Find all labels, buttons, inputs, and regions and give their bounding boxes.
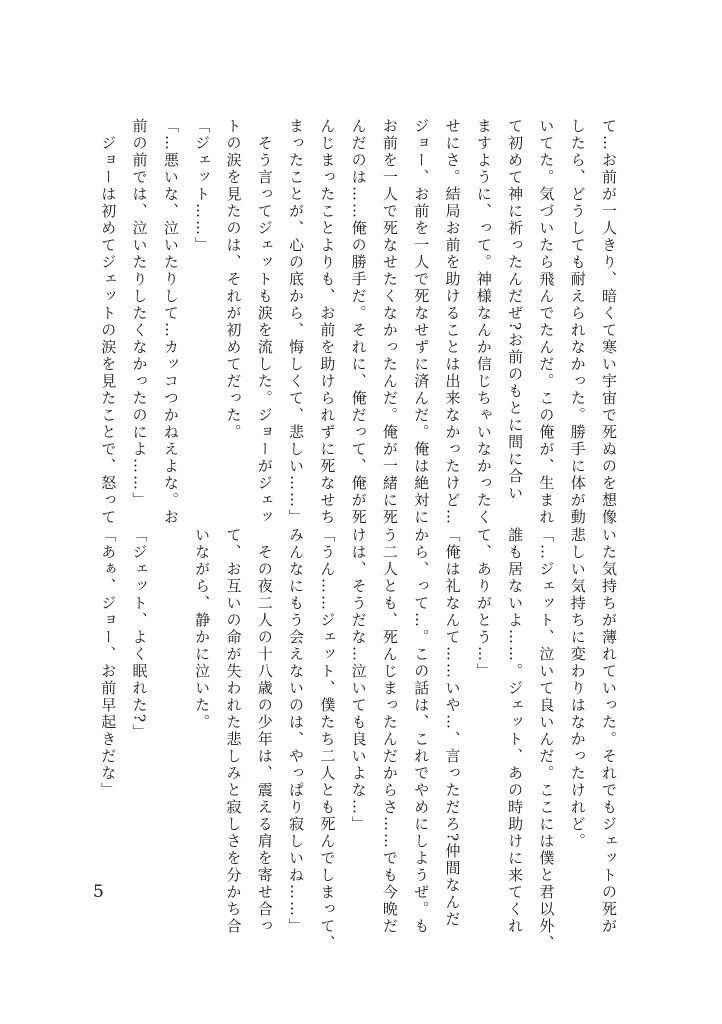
text-line: お前を一人で死なせたくなかったんだ。俺が一緒に死 (380, 118, 399, 526)
text-line: したら、どうしても耐えられなかった。勝手に体が動 (568, 118, 587, 526)
text-line: ジョー、お前を一人で死なせずに済んだ。俺は絶対に (412, 118, 431, 526)
text-line: その夜二人の十八歳の少年は、震える肩を寄せ合っ (255, 527, 274, 935)
text-line: んじまったことよりも、お前を助けられずに死なせち (318, 118, 337, 526)
text-line: みんなにもう会えないのは、やっぱり寂しいね……」 (287, 527, 306, 935)
text-line: 「うん……ジェット、僕たち二人とも死んでしまって、 (318, 527, 337, 952)
text-line: んだのは……俺の勝手だ。それに、俺だって、俺が死 (349, 118, 368, 526)
text-line: けは、そうだな…泣いても良いよな…」 (349, 527, 368, 833)
text-line: せにさ。結局お前を助けることは出来なかったけど… (443, 118, 462, 526)
text-line: いた気持ちが薄れていった。それでもジェットの死が (600, 527, 618, 935)
text-line: から、って…。この話は、これでやめにしようぜ。も (412, 527, 431, 935)
blank-line (155, 527, 186, 917)
text-line: 「ジェット……」 (193, 118, 212, 254)
text-line: て…お前が一人きり、暗くて寒い宇宙で死ぬのを想像 (600, 118, 618, 526)
text-line: う二人とも、死んじまったんだからさ……でも今晩だ (380, 527, 399, 935)
text-line: トの涙を見たのは、それが初めてだった。 (224, 118, 243, 441)
text-line: 「ジェット、よく眠れた?」 (130, 527, 149, 742)
text-line: 前の前では、泣いたりしたくなかったのによ……」 (130, 118, 149, 509)
text-line: いながら、静かに泣いた。 (193, 527, 212, 731)
text-line: 誰も居ないよ……。ジェット、あの時助けに来てくれ (506, 527, 525, 935)
text-line: いてた。気づいたら飛んでたんだ。この俺が、生まれ (537, 118, 556, 526)
page-number: 5 (93, 882, 104, 902)
bottom-text-block (99, 527, 624, 952)
text-line: ジョーは初めてジェットの涙を見たことで、怒って (99, 118, 118, 526)
text-line: て初めて神に祈ったんだぜ?お前のもとに間に合い (506, 118, 525, 503)
text-line: 「…悪いな、泣いたりして…カッコつかねえよな。お (161, 118, 180, 526)
text-line: そう言ってジェットも涙を流した。ジョーがジェッ (255, 118, 274, 526)
text-line: 悲しい気持ちに変わりはなかったけれど。 (568, 527, 587, 850)
text-line: て、ありがとう…」 (474, 527, 493, 680)
top-text-block (99, 118, 624, 526)
text-line: ますように、って。神様なんか信じちゃいなかったく (474, 118, 493, 526)
text-line: まったことが、心の底から、悔しくて、悲しい……」 (287, 118, 306, 526)
text-line: 「あぁ、ジョー、お前早起きだな」 (99, 527, 118, 799)
text-line: 「…ジェット、泣いて良いんだ。ここには僕と君以外、 (537, 527, 556, 952)
text-line: て、お互いの命が失われた悲しみと寂しさを分かち合 (224, 527, 243, 935)
text-line: 「俺は礼なんて……いや…、言っただろ?仲間なんだ (443, 527, 462, 929)
